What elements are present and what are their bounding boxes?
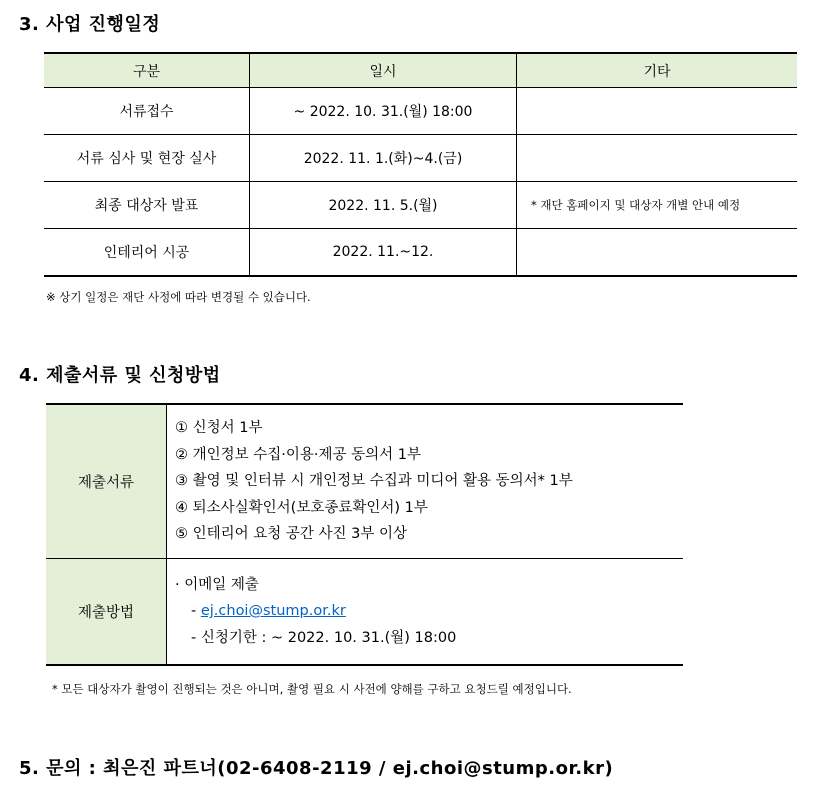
table-row: [44, 135, 797, 182]
row-date: 2022. 11. 1.(화)~4.(금): [250, 135, 517, 182]
section-5-heading: 5. 문의 : 최은진 파트너(02-6408-2119 / ej.choi@stump.or.kr): [19, 758, 614, 779]
schedule-footnote: ※ 상기 일정은 재단 사정에 따라 변경될 수 있습니다.: [46, 290, 311, 304]
doc-item: ⑤ 인테리어 요청 공간 사진 3부 이상: [175, 526, 407, 542]
doc-item: ④ 퇴소사실확인서(보호종료확인서) 1부: [175, 499, 428, 516]
row-date: ~ 2022. 10. 31.(월) 18:00: [250, 88, 517, 135]
row-item: 최종 대상자 발표: [44, 182, 250, 229]
schedule-table: [44, 52, 797, 277]
doc-item: ③ 촬영 및 인터뷰 시 개인정보 수집과 미디어 활용 동의서* 1부: [175, 473, 573, 489]
section-4-heading: 4. 제출서류 및 신청방법: [19, 365, 221, 386]
method-row: [46, 558, 683, 665]
email-line: [175, 598, 683, 625]
table-row: [44, 229, 797, 277]
row-note: [517, 135, 798, 182]
row-item: 서류 심사 및 현장 실사: [44, 135, 250, 182]
table-row: [44, 88, 797, 135]
row-date: 2022. 11.~12.: [250, 229, 517, 277]
row-note: [517, 88, 798, 135]
header-date: 일시: [250, 53, 517, 88]
email-prefix: -: [191, 603, 201, 619]
docs-row: [46, 404, 683, 558]
method-title: · 이메일 제출: [175, 576, 259, 593]
method-content: [167, 558, 684, 665]
table-header-row: [44, 53, 797, 88]
doc-item: ② 개인정보 수집·이용·제공 동의서 1부: [175, 446, 421, 463]
section-3-heading: 3. 사업 진행일정: [19, 14, 161, 35]
method-label: 제출방법: [46, 558, 167, 665]
row-note: [517, 229, 798, 277]
header-remarks: 기타: [517, 53, 798, 88]
row-date: 2022. 11. 5.(월): [250, 182, 517, 229]
table-row: [44, 182, 797, 229]
submission-footnote: * 모든 대상자가 촬영이 진행되는 것은 아니며, 촬영 필요 시 사전에 양해를 구하고 요청드릴 예정입니다.: [52, 682, 572, 696]
header-category: 구분: [44, 53, 250, 88]
submission-table: [46, 403, 683, 666]
email-link[interactable]: ej.choi@stump.or.kr: [200, 603, 346, 619]
row-note: * 재단 홈페이지 및 대상자 개별 안내 예정: [517, 182, 798, 229]
row-item: 서류접수: [44, 88, 250, 135]
doc-item: ① 신청서 1부: [175, 420, 263, 436]
deadline-line: - 신청기한 : ~ 2022. 10. 31.(월) 18:00: [191, 629, 457, 646]
row-item: 인테리어 시공: [44, 229, 250, 277]
docs-list: [167, 404, 684, 558]
docs-label: 제출서류: [46, 404, 167, 558]
